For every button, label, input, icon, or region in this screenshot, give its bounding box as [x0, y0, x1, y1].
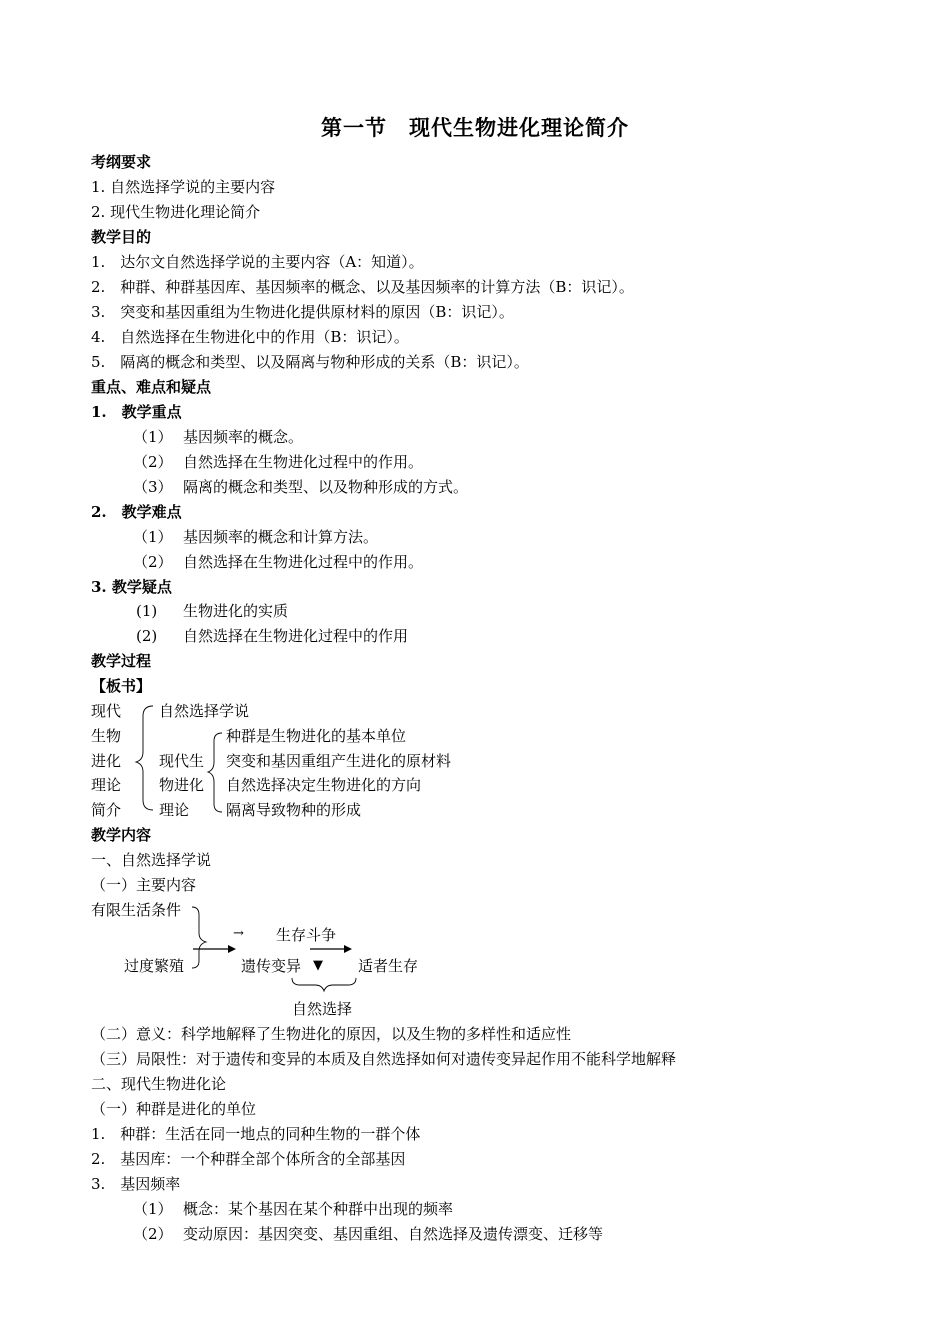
board-branch-natural-selection: 自然选择学说	[159, 702, 250, 720]
exam-requirement-item: 1. 自然选择学说的主要内容	[91, 178, 276, 196]
board-branch-modern: 理论	[159, 801, 190, 819]
board-leaf: 种群是生物进化的基本单位	[226, 727, 407, 745]
board-branch-modern: 物进化	[159, 776, 205, 794]
definition-item: 3. 基因频率	[91, 1175, 181, 1193]
flow-limited-conditions: 有限生活条件	[91, 901, 182, 919]
definition-item: 1. 种群：生活在同一地点的同种生物的一群个体	[91, 1125, 421, 1143]
board-root-line: 简介	[91, 801, 122, 819]
process-heading: 教学过程	[91, 652, 152, 670]
flow-down-arrow-icon: ▼	[313, 958, 323, 973]
focus-item: （2） 自然选择在生物进化过程中的作用。	[133, 453, 424, 471]
board-leaf: 隔离导致物种的形成	[226, 801, 362, 819]
focus-heading: 1. 教学重点	[91, 403, 182, 421]
teaching-goal-item: 1. 达尔文自然选择学说的主要内容（A：知道）。	[91, 253, 424, 271]
board-root-line: 进化	[91, 752, 122, 770]
teaching-goal-item: 2. 种群、种群基因库、基因频率的概念、以及基因频率的计算方法（B：识记）。	[91, 278, 634, 296]
key-points-heading: 重点、难点和疑点	[91, 378, 212, 396]
board-root-line: 理论	[91, 776, 122, 794]
flow-overbreeding: 过度繁殖	[124, 957, 185, 975]
difficulty-heading: 2. 教学难点	[91, 503, 182, 521]
part2-subheading: （一）种群是进化的单位	[91, 1100, 257, 1118]
page-title: 第一节 现代生物进化理论简介	[321, 115, 629, 140]
flow-arrow-head	[344, 945, 352, 953]
flow-brace-right	[192, 907, 206, 968]
teaching-goal-item: 4. 自然选择在生物进化中的作用（B：识记）。	[91, 328, 409, 346]
board-root-line: 现代	[91, 702, 122, 720]
flow-variation: 遗传变异	[241, 957, 302, 975]
flow-brace-bottom	[292, 978, 356, 991]
doubts-heading: 3. 教学疑点	[91, 578, 172, 596]
part1-limitations: （三）局限性：对于遗传和变异的本质及自然选择如何对遗传变异起作用不能科学地解释	[91, 1050, 677, 1068]
exam-requirements-heading: 考纲要求	[91, 153, 152, 171]
board-leaf: 自然选择决定生物进化的方向	[226, 776, 422, 794]
part1-heading: 一、自然选择学说	[91, 851, 212, 869]
part2-heading: 二、现代生物进化论	[91, 1075, 227, 1093]
teaching-goal-item: 5. 隔离的概念和类型、以及隔离与物种形成的关系（B：识记）。	[91, 353, 529, 371]
teaching-goal-item: 3. 突变和基因重组为生物进化提供原材料的原因（B：识记）。	[91, 303, 514, 321]
focus-item: （3） 隔离的概念和类型、以及物种形成的方式。	[133, 478, 469, 496]
board-branch-modern: 现代生	[159, 752, 205, 770]
flow-struggle: 生存斗争	[276, 926, 337, 944]
doubt-item: (1) 生物进化的实质	[136, 602, 289, 620]
doubt-item: (2) 自然选择在生物进化过程中的作用	[136, 627, 409, 645]
part1-significance: （二）意义：科学地解释了生物进化的原因，以及生物的多样性和适应性	[91, 1025, 572, 1043]
teaching-goals-heading: 教学目的	[91, 228, 152, 246]
board-root-line: 生物	[91, 727, 122, 745]
flow-small-arrow-icon: →	[233, 926, 244, 941]
flow-natural-selection: 自然选择	[292, 1000, 353, 1018]
difficulty-item: （2） 自然选择在生物进化过程中的作用。	[133, 553, 424, 571]
board-leaf: 突变和基因重组产生进化的原材料	[226, 752, 452, 770]
focus-item: （1） 基因频率的概念。	[133, 428, 304, 446]
flow-survival: 适者生存	[358, 957, 419, 975]
flow-arrow-head	[228, 945, 236, 953]
gene-frequency-item: （2） 变动原因：基因突变、基因重组、自然选择及遗传漂变、迁移等	[133, 1225, 604, 1243]
difficulty-item: （1） 基因频率的概念和计算方法。	[133, 528, 379, 546]
gene-frequency-item: （1） 概念：某个基因在某个种群中出现的频率	[133, 1200, 454, 1218]
part1-subheading: （一）主要内容	[91, 876, 197, 894]
board-label: 【板书】	[91, 677, 152, 695]
definition-item: 2. 基因库：一个种群全部个体所含的全部基因	[91, 1150, 406, 1168]
exam-requirement-item: 2. 现代生物进化理论简介	[91, 203, 261, 221]
content-heading: 教学内容	[91, 826, 152, 844]
